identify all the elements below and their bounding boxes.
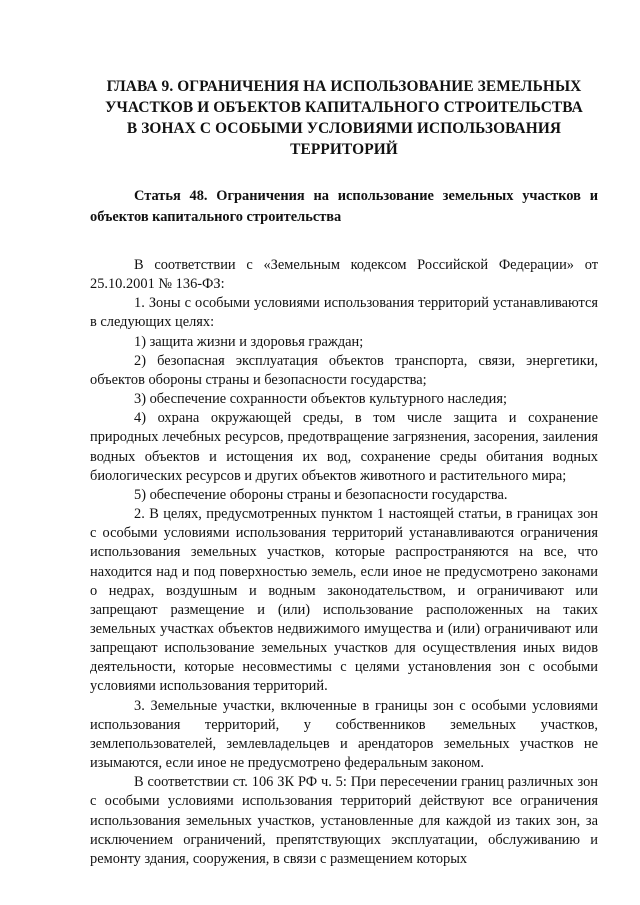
chapter-title-line: ТЕРРИТОРИЙ (290, 141, 398, 158)
paragraph-subitem-4: 4) охрана окружающей среды, в том числе защита и сохранение природных лечебных ресурсов, предотвращение загрязнения, засорения, заиления водных объектов и истощения их вод, сохранение среды обитания водных биологических ресурсов и других объектов животного и растительного мира; (90, 410, 598, 484)
paragraph-subitem-2: 2) безопасная эксплуатация объектов транспорта, связи, энергетики, объектов обороны страны и безопасности государства; (90, 352, 598, 388)
paragraph-subitem-5: 5) обеспечение обороны страны и безопасности государства. (134, 486, 508, 503)
paragraph-zk-reference: В соответствии ст. 106 ЗК РФ ч. 5: При пересечении границ различных зон с особыми условиями использования территорий действуют все ограничения использования земельных участков, установленные для каждой из таких зон, за исключением ограничений, препятствующих эксплуатации, обслуживанию и ремонту здания, сооружения, в связи с размещением которых (90, 774, 598, 867)
document-page (90, 76, 598, 869)
chapter-title-line: В ЗОНАХ С ОСОБЫМИ УСЛОВИЯМИ ИСПОЛЬЗОВАНИЯ (126, 120, 562, 137)
article-body (90, 256, 598, 869)
chapter-title-line: ГЛАВА 9. ОГРАНИЧЕНИЯ НА ИСПОЛЬЗОВАНИЕ ЗЕМЕЛЬНЫХ (106, 78, 582, 95)
paragraph-subitem-1: 1) защита жизни и здоровья граждан; (134, 333, 364, 350)
paragraph-intro: В соответствии с «Земельным кодексом Российской Федерации» от 25.10.2001 № 136-ФЗ: (90, 257, 598, 293)
paragraph-item-1: 1. Зоны с особыми условиями использования территорий устанавливаются в следующих целях: (90, 295, 598, 331)
chapter-title-line: УЧАСТКОВ И ОБЪЕКТОВ КАПИТАЛЬНОГО СТРОИТЕЛЬСТВА (105, 99, 583, 116)
paragraph-subitem-3: 3) обеспечение сохранности объектов культурного наследия; (134, 391, 507, 408)
paragraph-item-2: 2. В целях, предусмотренных пунктом 1 настоящей статьи, в границах зон с особыми условиями использования территорий устанавливаются ограничения использования земельных участков, которые распространяются на все, что находится над и под поверхностью земель, если иное не предусмотрено законами о недрах, воздушным и водным законодательством, и ограничивают или запрещают размещение и (или) использование расположенных на таких земельных участках объектов недвижимого имущества и (или) ограничивают или запрещают использование земельных участков для осуществления иных видов деятельности, которые несовместимы с целями установления зон с особыми условиями использования территорий. (90, 506, 598, 695)
chapter-title (90, 76, 598, 160)
article-title: Статья 48. Ограничения на использование земельных участков и объектов капитального строительства (90, 188, 598, 225)
paragraph-item-3: 3. Земельные участки, включенные в границы зон с особыми условиями использования территорий, у собственников земельных участков, землепользователей, землевладельцев и арендаторов земельных участков не изымаются, если иное не предусмотрено федеральным законом. (90, 697, 598, 772)
